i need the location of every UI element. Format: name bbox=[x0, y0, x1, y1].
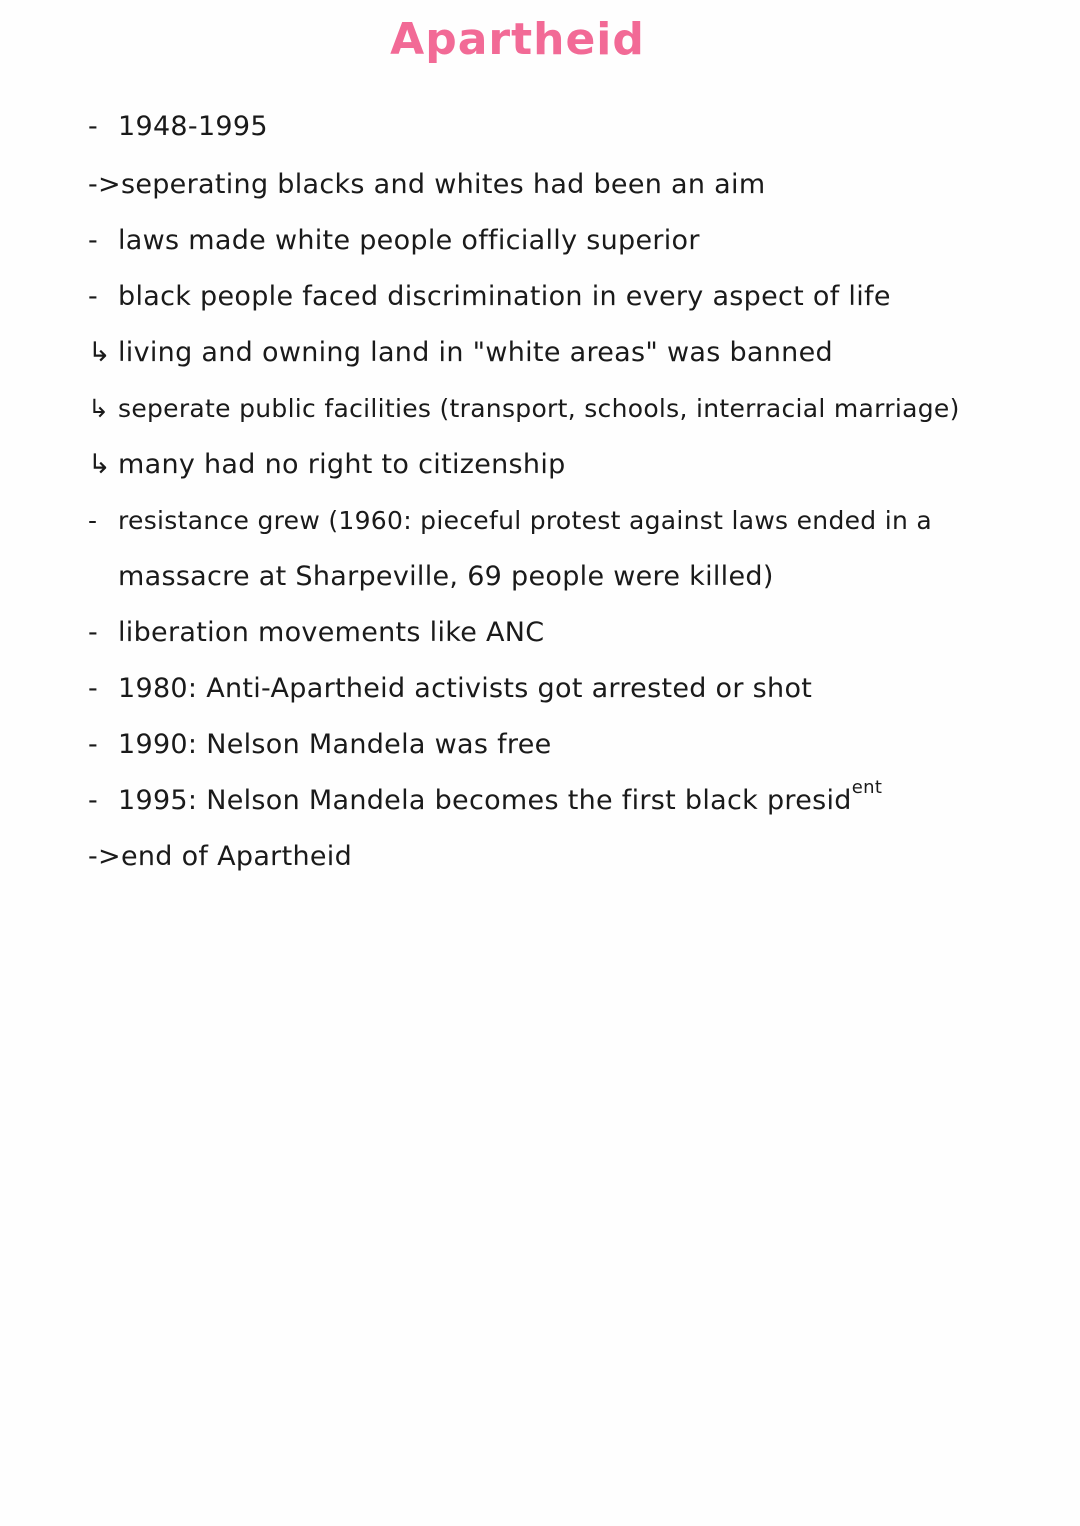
note-line-10 bbox=[88, 616, 544, 650]
line-marker: - bbox=[88, 111, 99, 142]
line-text: living and owning land in "white areas" was banned bbox=[118, 337, 833, 368]
line-text: resistance grew (1960: pieceful protest against laws ended in a bbox=[118, 506, 932, 535]
line-text: many had no right to citizenship bbox=[118, 449, 566, 480]
line-marker: - bbox=[88, 225, 99, 256]
line-text: laws made white people officially superior bbox=[118, 225, 700, 256]
line-marker: - bbox=[88, 673, 99, 704]
note-line-7 bbox=[88, 448, 566, 482]
page-title: Apartheid bbox=[390, 14, 645, 65]
note-line-2 bbox=[88, 168, 765, 202]
line-marker: - bbox=[88, 617, 99, 648]
note-line-12 bbox=[88, 728, 552, 762]
line-marker: ↳ bbox=[88, 394, 110, 423]
line-text: seperate public facilities (transport, schools, interracial marriage) bbox=[118, 394, 960, 423]
line-marker: ↳ bbox=[88, 337, 111, 368]
note-line-14 bbox=[88, 840, 352, 874]
note-line-8 bbox=[88, 504, 932, 538]
line-text: 1980: Anti-Apartheid activists got arrested or shot bbox=[118, 673, 813, 704]
line-text: 1948-1995 bbox=[118, 111, 268, 142]
line-text: black people faced discrimination in every aspect of life bbox=[118, 281, 891, 312]
note-line-3 bbox=[88, 224, 700, 258]
line-marker: -> bbox=[88, 841, 121, 872]
line-marker: - bbox=[88, 729, 99, 760]
line-superscript: ent bbox=[851, 777, 883, 798]
line-text: 1995: Nelson Mandela becomes the first black presid bbox=[118, 785, 852, 816]
line-marker: - bbox=[88, 506, 98, 535]
line-text: end of Apartheid bbox=[120, 841, 353, 872]
note-line-5 bbox=[88, 336, 833, 370]
line-text: seperating blacks and whites had been an aim bbox=[120, 169, 766, 200]
note-line-6 bbox=[88, 392, 960, 426]
note-line-11 bbox=[88, 672, 812, 706]
note-line-9 bbox=[118, 560, 774, 594]
note-line-1 bbox=[88, 110, 268, 144]
line-marker: - bbox=[88, 785, 99, 816]
line-marker: ↳ bbox=[88, 449, 111, 480]
line-marker: -> bbox=[88, 169, 121, 200]
line-text: massacre at Sharpeville, 69 people were killed) bbox=[118, 561, 774, 592]
note-line-4 bbox=[88, 280, 891, 314]
line-marker: - bbox=[88, 281, 99, 312]
line-text: liberation movements like ANC bbox=[118, 617, 545, 648]
line-text: 1990: Nelson Mandela was free bbox=[118, 729, 552, 760]
note-line-13 bbox=[88, 777, 883, 821]
